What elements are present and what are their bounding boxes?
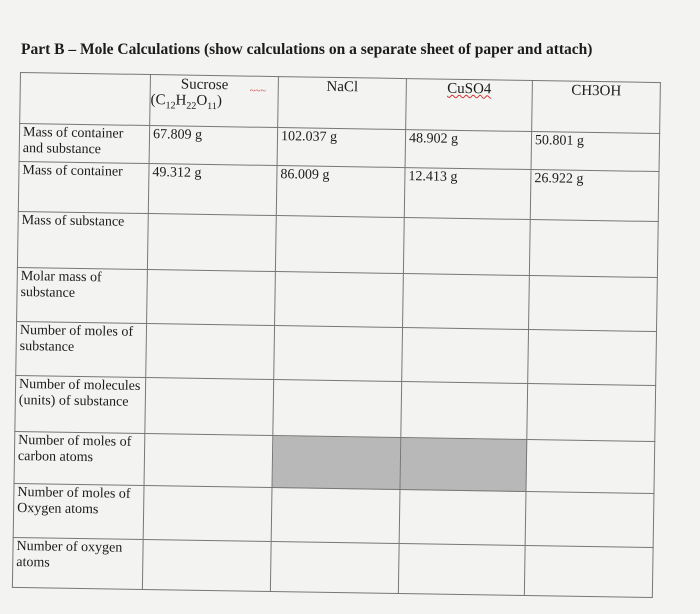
table-cell [403, 218, 530, 276]
column-header-cuso4: CuSO4 [406, 79, 533, 132]
table-cell [275, 272, 404, 328]
table-cell [399, 490, 526, 546]
table-row [12, 537, 653, 597]
shaded-cell [272, 436, 401, 490]
table-cell [270, 542, 399, 594]
table-cell [402, 328, 529, 384]
table-cell [144, 434, 273, 488]
row-label: Mass of container and substance [19, 124, 150, 164]
sucrose-name: Sucrose [180, 76, 229, 94]
row-label: Number of molecules (units) of substance [15, 375, 146, 433]
table-cell [403, 274, 530, 330]
sucrose-formula: $(C_{12}H_{22}O_{11})$ [150, 92, 223, 113]
table-cell [273, 380, 402, 438]
table-row [15, 375, 656, 441]
row-label: Mass of container [18, 161, 149, 213]
mole-calculation-table-area [12, 72, 662, 614]
table-cell [524, 545, 653, 597]
row-label: Number of moles of carbon atoms [14, 431, 145, 485]
table-cell: 50.801 g [531, 132, 660, 172]
table-cell [527, 384, 656, 442]
table-cell [401, 382, 528, 440]
table-cell: 48.902 g [405, 130, 532, 170]
table-cell: 102.037 g [277, 128, 406, 168]
table-cell [274, 326, 403, 382]
table-cell [142, 539, 271, 591]
table-cell [145, 378, 274, 436]
row-label: Number of moles of substance [16, 321, 147, 377]
table-cell [529, 220, 658, 278]
row-label: Number of oxygen atoms [12, 537, 143, 589]
table-row [17, 267, 658, 331]
table-row [13, 483, 654, 547]
page-title: Part B – Mole Calculations (show calculations on a separate sheet of paper and attach) [21, 41, 593, 58]
table-cell [271, 488, 400, 544]
table-cell [398, 544, 525, 596]
table-cell [529, 276, 658, 332]
table-row [17, 211, 658, 277]
column-header-sucrose [150, 75, 279, 128]
table-cell [146, 324, 275, 380]
table-cell [147, 214, 276, 272]
table-cell [147, 270, 276, 326]
row-label: Molar mass of substance [17, 267, 148, 323]
header-empty-cell [20, 73, 151, 126]
spellcheck-mark-icon: ~~~ [249, 85, 267, 97]
table-cell [275, 216, 404, 274]
table-cell: 26.922 g [530, 170, 659, 222]
row-label: Number of moles of Oxygen atoms [13, 483, 144, 539]
row-label: Mass of substance [17, 211, 148, 269]
table-cell: 12.413 g [404, 168, 531, 220]
table-cell [526, 440, 655, 494]
table-cell: 67.809 g [149, 126, 278, 166]
column-header-ch3oh: CH3OH [532, 81, 661, 134]
table-cell: 86.009 g [276, 166, 405, 218]
mole-calculation-table [12, 72, 661, 598]
table-cell [525, 491, 654, 547]
table-cell [528, 330, 657, 386]
shaded-cell [400, 438, 527, 492]
table-cell [143, 485, 272, 541]
column-header-nacl: NaCl [278, 77, 407, 130]
table-cell: 49.312 g [148, 164, 277, 216]
table-row [16, 321, 657, 385]
